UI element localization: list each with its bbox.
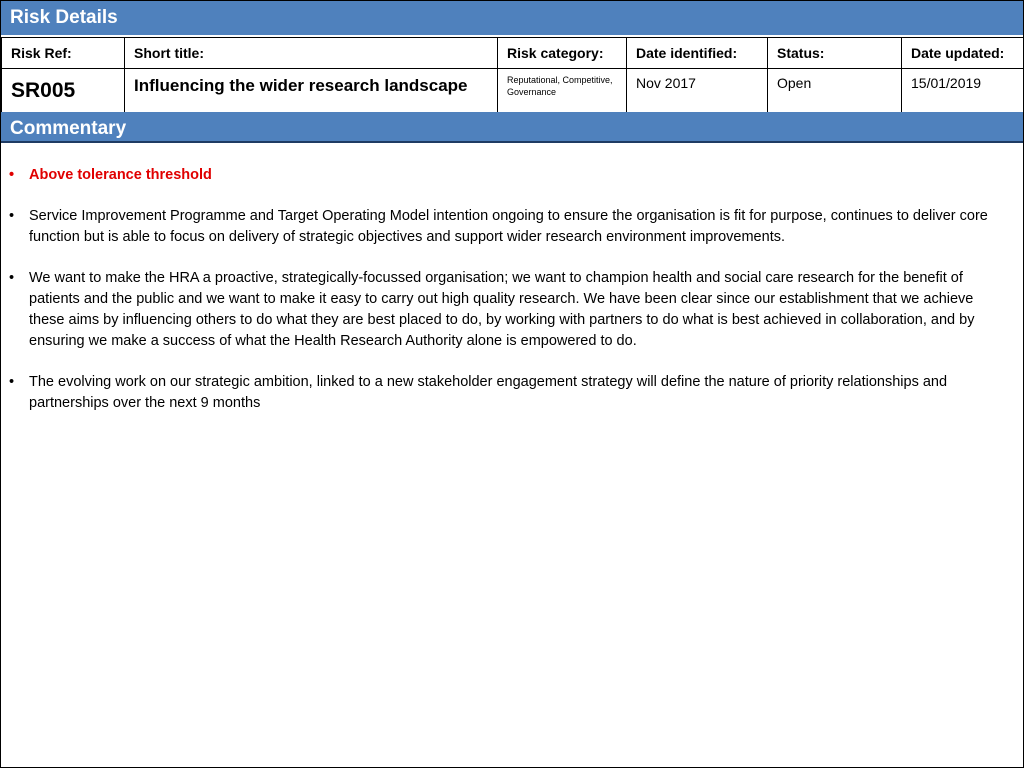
list-item	[9, 165, 1005, 186]
date-identified-header: Date identified:	[627, 38, 768, 69]
commentary-text: We want to make the HRA a proactive, strategically-focussed organisation; we want to champion health and social care research for the benefit of patients and the public and we want to make it easy to carry out high quality research. We have been clear since our establishment that we achieve these aims by influencing others to do what they are best placed to do, by working with partners to do what is best achieved in collaboration, and by ensuring we make a success of what the Health Research Authority alone is empowered to do.	[29, 270, 975, 349]
risk-category-header: Risk category:	[498, 38, 627, 69]
list-item	[9, 268, 1005, 352]
short-title-header: Short title:	[125, 38, 498, 69]
risk-details-header: Risk Details	[1, 1, 1023, 35]
tolerance-alert: Above tolerance threshold	[29, 167, 212, 183]
bullet-icon: •	[9, 167, 15, 183]
bullet-icon: •	[9, 208, 15, 224]
commentary-text: The evolving work on our strategic ambition, linked to a new stakeholder engagement strategy will define the nature of priority relationships and partnerships over the next 9 months	[29, 374, 948, 411]
date-identified-value: Nov 2017	[636, 75, 696, 91]
bullet-icon: •	[9, 374, 15, 390]
bullet-icon: •	[9, 270, 15, 286]
risk-category-value: Reputational, Competitive, Governance	[507, 75, 613, 97]
risk-ref-value: SR005	[11, 79, 76, 102]
list-item	[9, 206, 1005, 248]
status-header: Status:	[768, 38, 902, 69]
short-title-value: Influencing the wider research landscape	[134, 76, 468, 95]
date-updated-header: Date updated:	[902, 38, 1024, 69]
table-header-row	[2, 38, 1024, 69]
risk-details-table	[1, 37, 1024, 115]
table-row	[2, 69, 1024, 115]
commentary-header: Commentary	[1, 112, 1023, 143]
date-updated-value: 15/01/2019	[911, 75, 982, 91]
list-item	[9, 372, 1005, 414]
commentary-list	[9, 165, 1005, 434]
risk-ref-header: Risk Ref:	[2, 38, 125, 69]
status-value: Open	[777, 75, 812, 91]
commentary-text: Service Improvement Programme and Target Operating Model intention ongoing to ensure the organisation is fit for purpose, continues to deliver core function but is able to focus on delivery of strategic objectives and support wider research environment improvements.	[29, 208, 988, 245]
